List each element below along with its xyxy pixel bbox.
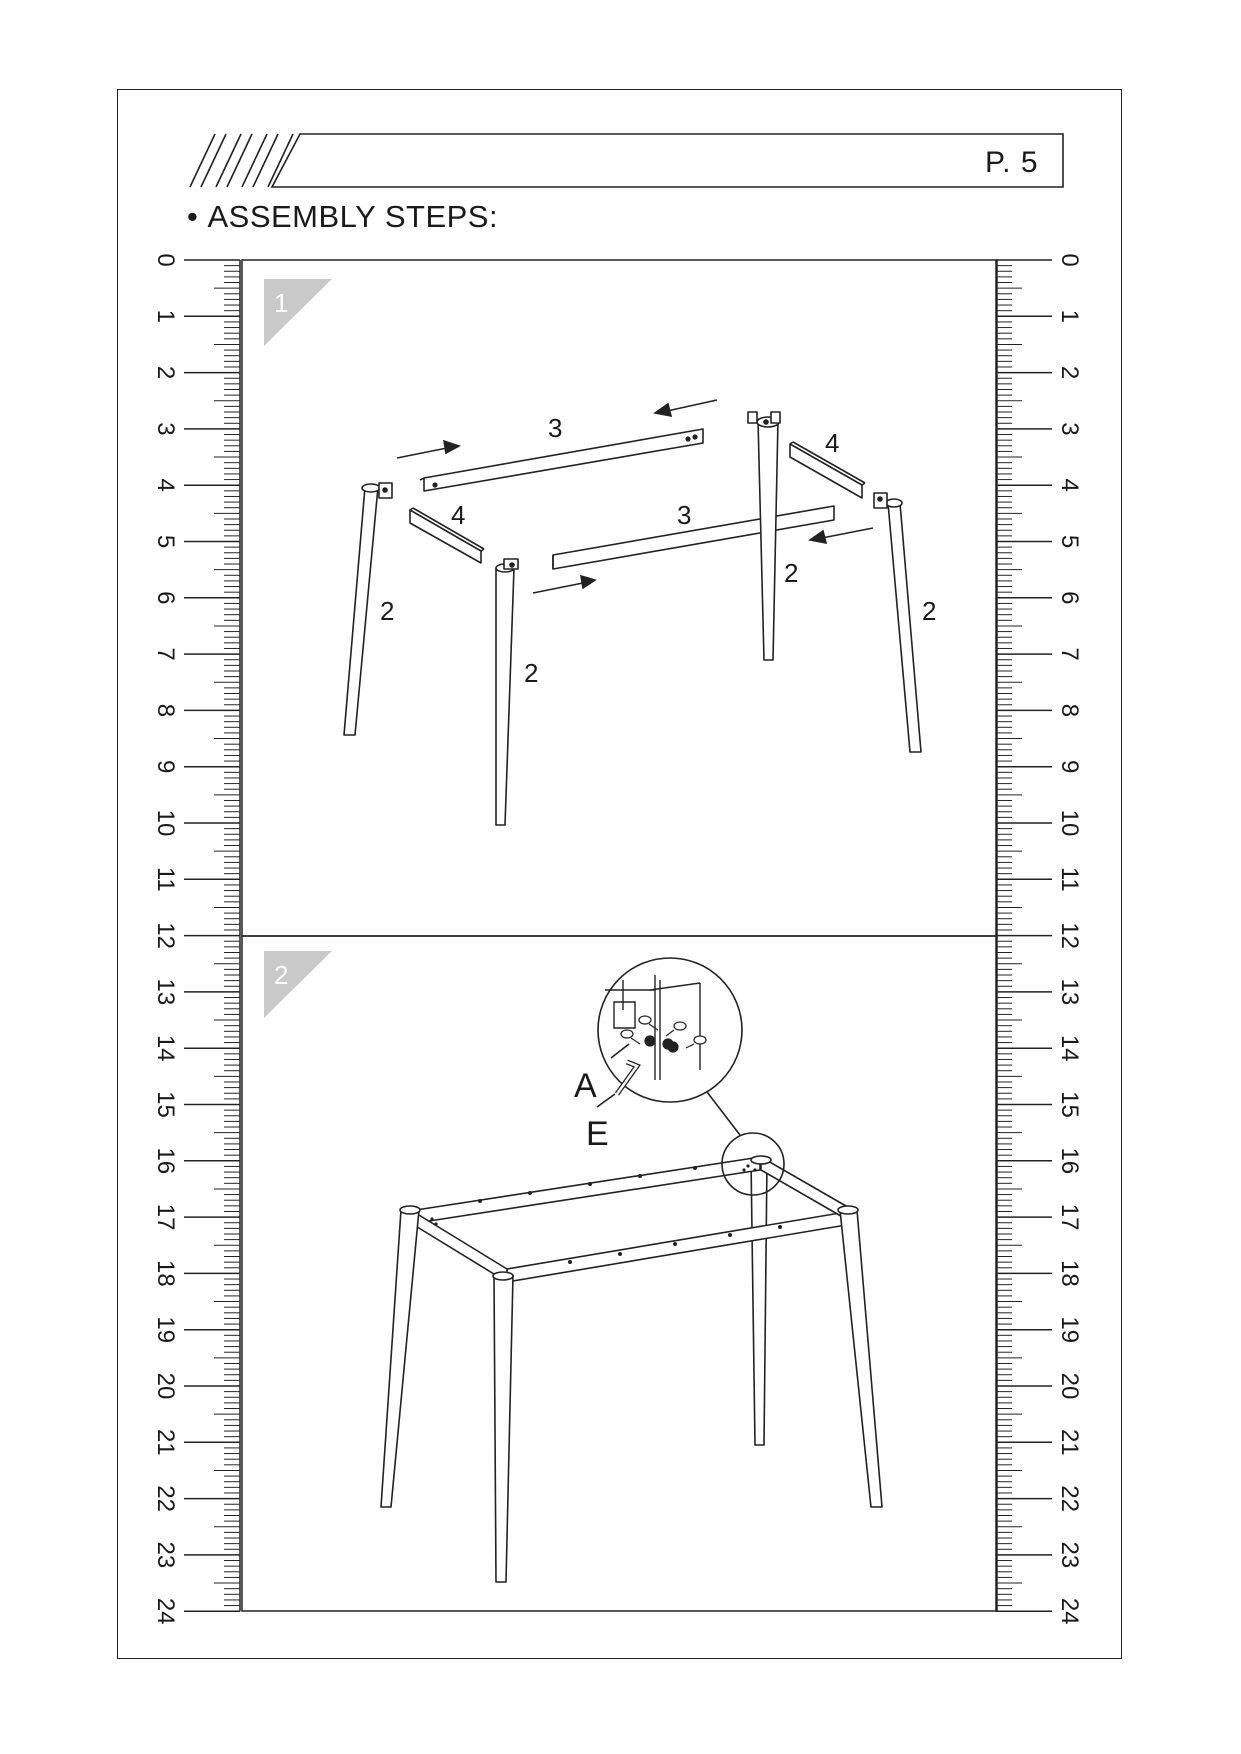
- label-leg-left: 2: [380, 596, 395, 626]
- ruler-number: 15: [152, 1091, 179, 1118]
- leg-back: [748, 412, 780, 660]
- ruler-number: 8: [1056, 703, 1083, 718]
- ruler-number: 2: [1056, 365, 1083, 380]
- ruler-number: 7: [152, 647, 179, 661]
- ruler-number: 19: [1056, 1316, 1083, 1344]
- page-number: P. 5: [985, 146, 1039, 179]
- detail-large-circle: [598, 958, 742, 1102]
- label-rail-front: 3: [677, 500, 692, 530]
- ruler-number: 15: [1056, 1091, 1083, 1118]
- frame-leg-back: [751, 1160, 767, 1445]
- ruler-number: 0: [1056, 253, 1083, 267]
- ruler-number: 4: [1056, 478, 1083, 492]
- label-leg-right: 2: [922, 596, 937, 626]
- end-rail-left: [410, 508, 484, 563]
- label-rail-back: 3: [548, 413, 563, 443]
- ruler-number: 1: [152, 309, 179, 323]
- frame-rail-back: [416, 1157, 760, 1223]
- detail-connector: [707, 1092, 740, 1135]
- ruler-number: 24: [152, 1597, 179, 1625]
- ruler-number: 20: [1056, 1372, 1083, 1400]
- ruler-number: 21: [152, 1428, 179, 1456]
- ruler-number: 0: [152, 253, 179, 267]
- ruler-number: 2: [152, 365, 179, 380]
- ruler-number: 12: [152, 922, 179, 949]
- section-title-text: ASSEMBLY STEPS:: [207, 199, 499, 234]
- step1-badge: [264, 279, 332, 346]
- step2-illustration: [381, 1156, 882, 1582]
- frame-leg-left: [381, 1210, 419, 1507]
- ruler-number: 11: [152, 866, 179, 892]
- label-allen-key-E: E: [586, 1115, 609, 1153]
- ruler-number: 10: [152, 809, 179, 837]
- step2-labels: [574, 1067, 609, 1153]
- step1-number: 1: [274, 288, 289, 318]
- ruler-number: 23: [152, 1541, 179, 1569]
- ruler-number: 20: [152, 1372, 179, 1400]
- label-end-right: 4: [825, 428, 840, 458]
- ruler-number: 22: [1056, 1485, 1083, 1512]
- label-leg-back: 2: [784, 558, 799, 588]
- ruler-right: [996, 253, 1083, 1624]
- ruler-number: 18: [152, 1260, 179, 1287]
- ruler-number: 4: [152, 478, 179, 492]
- ruler-number: 17: [152, 1203, 179, 1231]
- frame-leg-right: [840, 1210, 882, 1507]
- ruler-number: 8: [152, 703, 179, 718]
- ruler-number: 5: [1056, 534, 1083, 549]
- bullet-dot: •: [187, 199, 208, 234]
- ruler-number: 19: [152, 1316, 179, 1344]
- ruler-number: 12: [1056, 922, 1083, 949]
- ruler-number: 10: [1056, 809, 1083, 837]
- step1-illustration: [344, 412, 921, 825]
- ruler-number: 5: [152, 534, 179, 549]
- ruler-number: 23: [1056, 1541, 1083, 1569]
- ruler-number: 3: [1056, 422, 1083, 436]
- frame-end-left: [414, 1212, 507, 1282]
- ruler-left: [152, 253, 240, 1624]
- ruler-number: 14: [1056, 1034, 1083, 1062]
- ruler-number: 6: [1056, 591, 1083, 605]
- ruler-number: 16: [1056, 1147, 1083, 1175]
- ruler-number: 3: [152, 422, 179, 436]
- frame-rail-front: [507, 1212, 846, 1282]
- step2-number: 2: [274, 960, 289, 990]
- label-end-left: 4: [451, 500, 466, 530]
- label-bolt-A: A: [574, 1067, 597, 1105]
- ruler-number: 14: [152, 1034, 179, 1062]
- ruler-number: 22: [152, 1485, 179, 1512]
- step1-arrows: [397, 400, 873, 593]
- frame-leg-front: [494, 1275, 513, 1582]
- step2-badge: [264, 951, 332, 1018]
- ruler-number: 9: [152, 760, 179, 774]
- ruler-number: 17: [1056, 1203, 1083, 1231]
- ruler-number: 1: [1056, 309, 1083, 323]
- ruler-number: 9: [1056, 760, 1083, 774]
- leg-right: [874, 493, 921, 752]
- label-leg-front: 2: [524, 658, 539, 688]
- leg-front: [496, 559, 518, 825]
- ruler-number: 21: [1056, 1428, 1083, 1456]
- ruler-number: 7: [1056, 647, 1083, 661]
- ruler-number: 16: [152, 1147, 179, 1175]
- ruler-number: 6: [152, 591, 179, 605]
- ruler-number: 24: [1056, 1597, 1083, 1625]
- ruler-number: 13: [152, 978, 179, 1006]
- ruler-number: 18: [1056, 1260, 1083, 1287]
- ruler-number: 13: [1056, 978, 1083, 1006]
- ruler-number: 11: [1056, 866, 1083, 892]
